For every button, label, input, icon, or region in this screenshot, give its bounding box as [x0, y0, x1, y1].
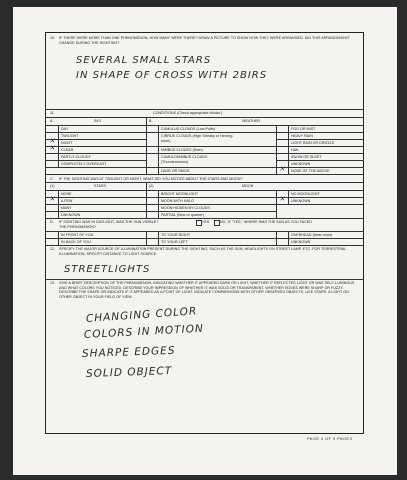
q10-number: 10.: [50, 36, 56, 40]
sky-option-clear: CLEAR: [61, 148, 74, 152]
stars-option-none: NONE: [61, 192, 72, 196]
cloud-option-nimbus: NIMBUS CLOUDS (Rain): [161, 148, 203, 152]
row-line: [276, 139, 364, 140]
qc-letter: C.: [50, 177, 54, 181]
col-line: [146, 117, 147, 174]
weather-option-unknown: UNKNOWN: [291, 162, 311, 166]
moon-header: MOON: [242, 184, 254, 188]
weather-option-none: NONE OF THE ABOVE: [291, 169, 330, 173]
col-line: [276, 190, 277, 218]
weather-option-heavy-rain: HEAVY RAIN: [291, 134, 313, 138]
divider: [46, 117, 364, 118]
few-check-mark: ✕: [49, 196, 55, 203]
description-line1: CHANGING COLOR: [85, 305, 198, 325]
row-line: [46, 153, 364, 154]
sky-col-letter: A.: [50, 119, 54, 123]
moon-option-partial: PARTIAL (New or quarter): [161, 213, 204, 217]
qd-letter: D.: [50, 220, 54, 224]
page-footer: PAGE 4 OF 5 PAGES: [307, 436, 353, 441]
cloud-option-cumulonimbus-cont: (Thunderstorms): [161, 160, 189, 164]
q10-answer-line2: IN SHAPE OF CROSS WITH 2BIRS: [76, 70, 268, 81]
moon-unknown-check-mark: ✕: [279, 196, 285, 203]
stars-col-num: (1): [50, 184, 55, 188]
col-line: [288, 190, 289, 204]
divider: [46, 125, 364, 126]
stars-option-many: MANY: [61, 206, 72, 210]
sun-option-overhead: OVERHEAD (Near noon): [291, 233, 333, 237]
description-line2: COLORS IN MOTION: [83, 322, 205, 341]
col-line: [276, 125, 277, 174]
row-line: [46, 231, 364, 232]
row-line: [46, 211, 276, 212]
col-line: [158, 190, 159, 218]
moon-option-halo: MOON WITH HALO: [161, 199, 194, 203]
moon-option-unknown: UNKNOWN: [291, 199, 311, 203]
sun-option-back: IN BACK OF YOU: [61, 240, 91, 244]
form-frame: [45, 32, 364, 434]
row-line: [46, 132, 364, 133]
stars-option-few: A FEW: [61, 199, 73, 203]
col-line: [158, 125, 159, 174]
col-line: [58, 231, 59, 245]
row-line: [46, 238, 364, 239]
moon-option-hidden: MOON HIDDEN BY CLOUDS: [161, 206, 210, 210]
weather-option-fog: FOG OR MIST: [291, 127, 316, 131]
qd-question: IF SIGHTING WAS IN DAYLIGHT, WAS THE SUN VISIBLE?: [59, 220, 159, 224]
stars-option-unknown: UNKNOWN: [61, 213, 81, 217]
divider: [46, 279, 364, 280]
cloud-option-cumulus: CUMULUS CLOUDS (Low Puffs): [161, 127, 216, 131]
sky-option-partly-cloudy: PARTLY CLOUDY: [61, 155, 91, 159]
sun-option-left: TO YOUR LEFT: [161, 240, 188, 244]
row-line: [46, 182, 364, 183]
weather-header: WEATHER: [242, 119, 261, 123]
weather-option-snow: SNOW OR SLEET: [291, 155, 322, 159]
row-line: [46, 190, 364, 191]
row-line: [276, 160, 364, 161]
stars-header: STARS: [94, 184, 106, 188]
row-line: [46, 139, 146, 140]
none-check-mark: ✕: [279, 166, 285, 173]
col-line: [158, 231, 159, 245]
q10-question: IF THERE WERE MORE THAN ONE PHENOMENON, HOW MANY WERE THERE? DRAW A PICTURE TO SHOW HOW THEY WERE ARRANGED. DID THIS ARRANGEMENT CHANGE DURING THE SIGHTING?: [59, 36, 350, 45]
illumination-answer: STREETLIGHTS: [64, 264, 151, 275]
col-line: [146, 231, 147, 245]
sun-yes-label: YES: [202, 220, 210, 224]
sky-header: SKY: [94, 119, 102, 123]
col-line: [146, 182, 147, 218]
row-line: [46, 218, 364, 219]
sun-option-front: IN FRONT OF YOU: [61, 233, 94, 237]
row-line: [46, 146, 364, 147]
q10-answer-line1: SEVERAL SMALL STARS: [76, 55, 212, 66]
night-check-mark: ✕: [49, 138, 55, 145]
q11-number: 11.: [50, 111, 55, 115]
q11-title: CONDITIONS (Check appropriate blocks.): [153, 111, 223, 115]
col-line: [288, 231, 289, 245]
q12-number: 12.: [50, 247, 56, 251]
cloud-option-haze: HAZE OR SMOG: [161, 169, 190, 173]
q13-number: 13.: [50, 281, 56, 285]
description-line3: SHARPE EDGES: [81, 344, 176, 360]
cloud-option-cumulonimbus: CUMULONIMBUS CLOUDS: [161, 155, 208, 159]
row-line: [46, 167, 364, 168]
sun-no-label: NO. IF "YES," WHERE WAS THE SUN AS YOU FACED: [220, 220, 312, 224]
qd-question-cont: THE PHENOMENON?: [59, 225, 97, 229]
clear-check-mark: ✕: [49, 145, 55, 152]
row-line: [46, 197, 364, 198]
moon-option-no-moonlight: NO MOONLIGHT: [291, 192, 320, 196]
q13-question: GIVE A BRIEF DESCRIPTION OF THE PHENOMENON, INDICATING WHETHER IT APPEARED DARK OR LIGHT, WHETHER IT REFLECTED LIGHT OR WAS SELF-LUMINOUS AND WHAT COLORS YOU NOTICED. DESCRIBE YOUR IMPRESSION OF WHETHER IT WAS SOLID OR TRANSPARENT, WHETHER EDGES WERE SHARP OR FUZZY. DESCRIBE THE SHAPE OR INDICATE IF IT APPEARED AS A POINT OF LIGHT. INDICATE COMPARISONS WITH OTHER OBSERVED OBJECTS, LIKE STARS, A LIGHT ON OTHER OBJECT IN YOUR FIELD OF VIEW.: [59, 281, 355, 299]
row-line: [46, 204, 364, 205]
divider: [46, 109, 364, 110]
row-line: [46, 245, 364, 246]
col-line: [276, 231, 277, 245]
q12-question: SPECIFY THE MAJOR SOURCE OF ILLUMINATION PRESENT DURING THE SIGHTING, SUCH AS THE SUN, HEADLIGHTS ON STREET LAMP, ETC. FOR TERRESTRIAL ILLUMINATION, SPECIFY DISTANCE TO LIGHT SOURCE.: [59, 247, 347, 256]
col-line: [58, 125, 59, 167]
sky-option-overcast: COMPLETELY OVERCAST: [61, 162, 107, 166]
weather-col-letter: B.: [149, 119, 153, 123]
sky-option-night: NIGHT: [61, 141, 73, 145]
row-line: [46, 160, 146, 161]
cloud-option-cirrus-cont: bone): [161, 139, 171, 143]
row-line: [46, 174, 364, 175]
moon-option-bright: BRIGHT MOONLIGHT: [161, 192, 199, 196]
col-line: [288, 125, 289, 174]
qc-question: IF THE SIGHTING WAS AT TWILIGHT OR NIGHT, WHAT DID YOU NOTICE ABOUT THE STARS AND MOON?: [59, 177, 243, 181]
sun-option-unknown: UNKNOWN: [291, 240, 311, 244]
weather-option-light-rain: LIGHT RAIN OR DRIZZLE: [291, 141, 335, 145]
col-line: [58, 190, 59, 218]
description-line4: SOLID OBJECT: [85, 364, 173, 380]
weather-option-hail: HAIL: [291, 148, 300, 152]
moon-col-num: (2): [149, 184, 154, 188]
cloud-option-cirrus: CIRRUS CLOUDS (High Streaky or Herring-: [161, 134, 234, 138]
sky-option-day: DAY: [61, 127, 69, 131]
sky-option-twilight: TWILIGHT: [61, 134, 79, 138]
sun-option-right: TO YOUR RIGHT: [161, 233, 191, 237]
